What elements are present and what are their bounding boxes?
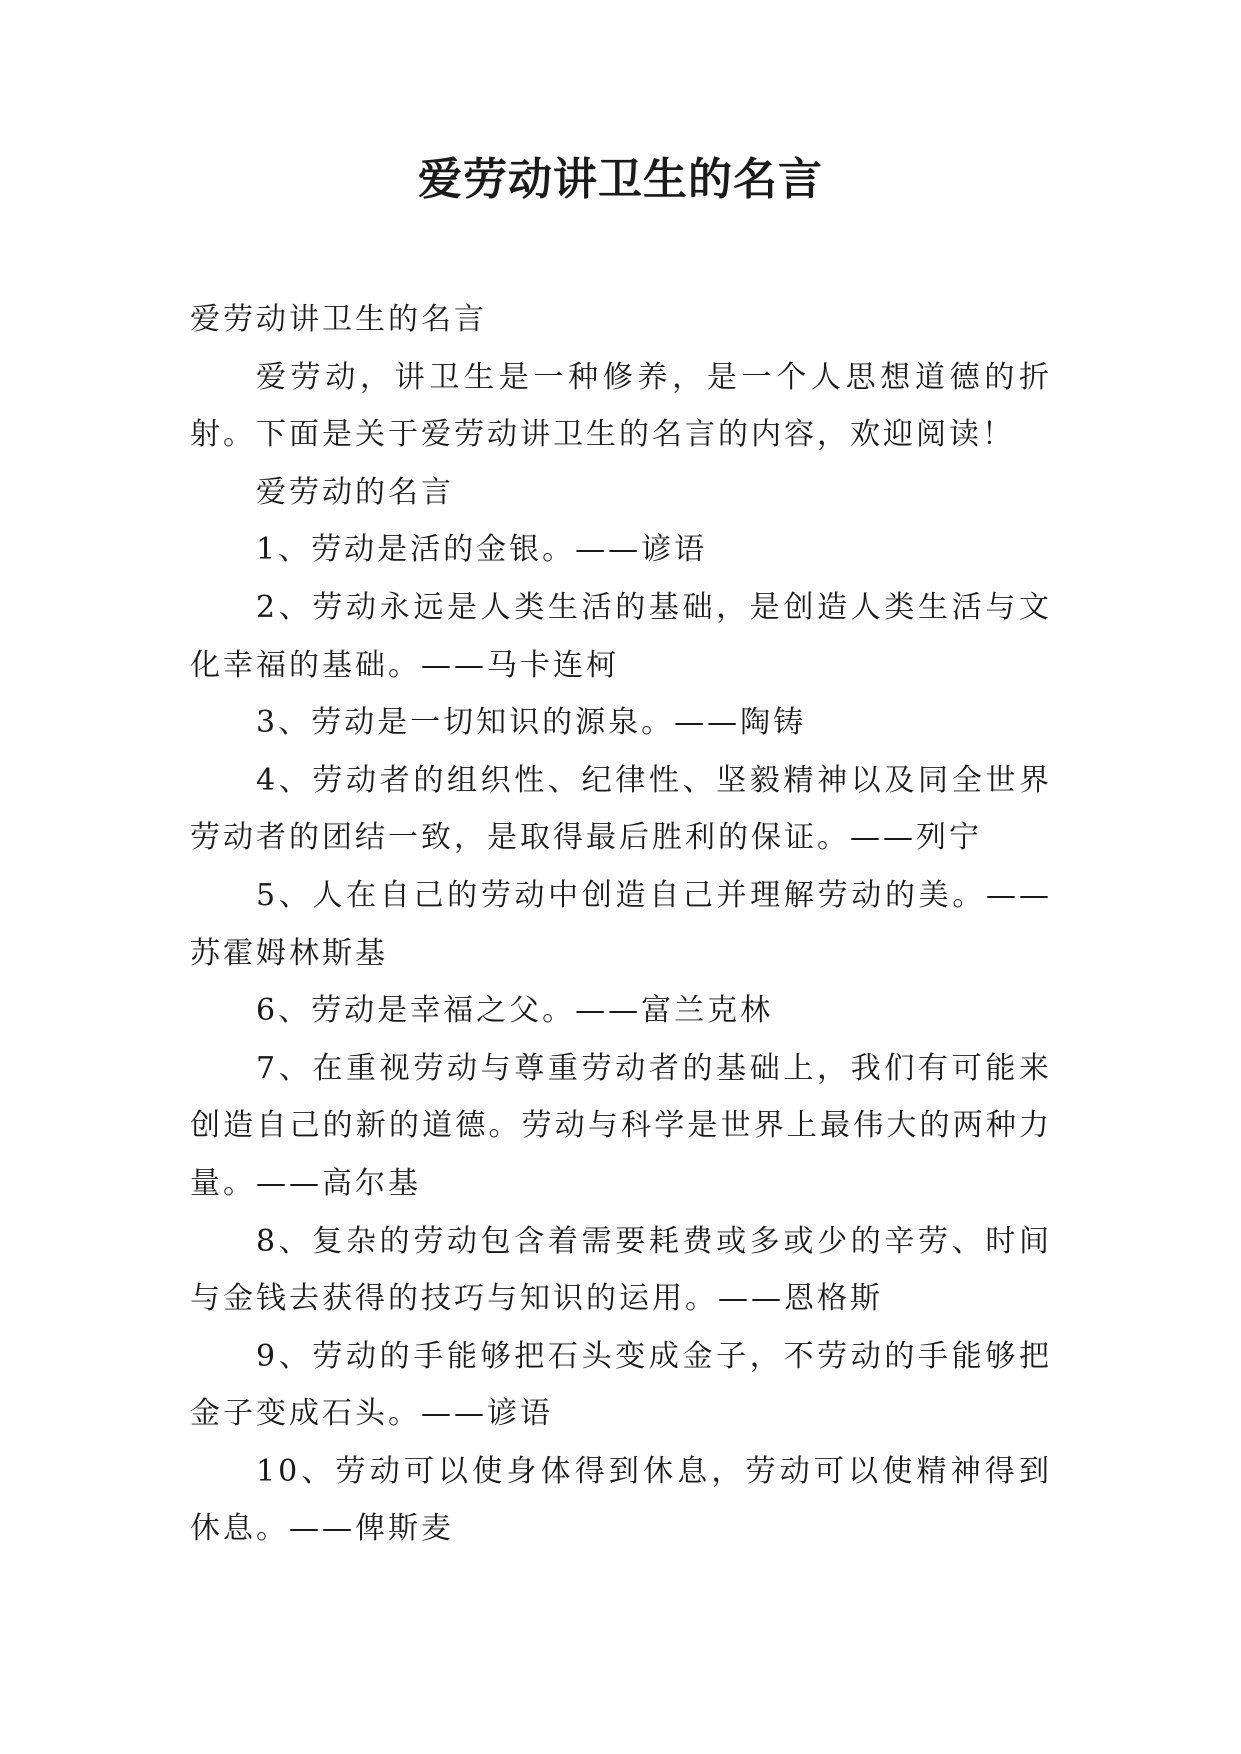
quote-item: 4、劳动者的组织性、纪律性、坚毅精神以及同全世界劳动者的团结一致，是取得最后胜利的保证。——列宁 — [190, 762, 1052, 856]
quote-item: 5、人在自己的劳动中创造自己并理解劳动的美。——苏霍姆林斯基 — [190, 877, 1052, 971]
intro-paragraph: 爱劳动，讲卫生是一种修养，是一个人思想道德的折射。下面是关于爱劳动讲卫生的名言的内容，欢迎阅读！ — [190, 359, 1052, 453]
document-title: 爱劳动讲卫生的名言 — [418, 154, 823, 205]
document-body — [190, 291, 1052, 1558]
quote-item: 7、在重视劳动与尊重劳动者的基础上，我们有可能来创造自己的新的道德。劳动与科学是世界上最伟大的两种力量。——高尔基 — [190, 1050, 1052, 1201]
quote-item: 8、复杂的劳动包含着需要耗费或多或少的辛劳、时间与金钱去获得的技巧与知识的运用。——恩格斯 — [190, 1223, 1052, 1317]
body-heading: 爱劳动讲卫生的名言 — [190, 302, 487, 337]
quote-item: 3、劳动是一切知识的源泉。——陶铸 — [256, 705, 807, 741]
quote-item: 9、劳动的手能够把石头变成金子，不劳动的手能够把金子变成石头。——谚语 — [190, 1338, 1052, 1432]
quote-item: 2、劳动永远是人类生活的基础，是创造人类生活与文化幸福的基础。——马卡连柯 — [190, 589, 1052, 683]
section-heading: 爱劳动的名言 — [256, 474, 454, 510]
quote-item: 1、劳动是活的金银。——谚语 — [256, 532, 708, 568]
quote-item: 10、劳动可以使身体得到休息，劳动可以使精神得到休息。——俾斯麦 — [190, 1453, 1052, 1547]
quote-item: 6、劳动是幸福之父。——富兰克林 — [256, 993, 774, 1029]
